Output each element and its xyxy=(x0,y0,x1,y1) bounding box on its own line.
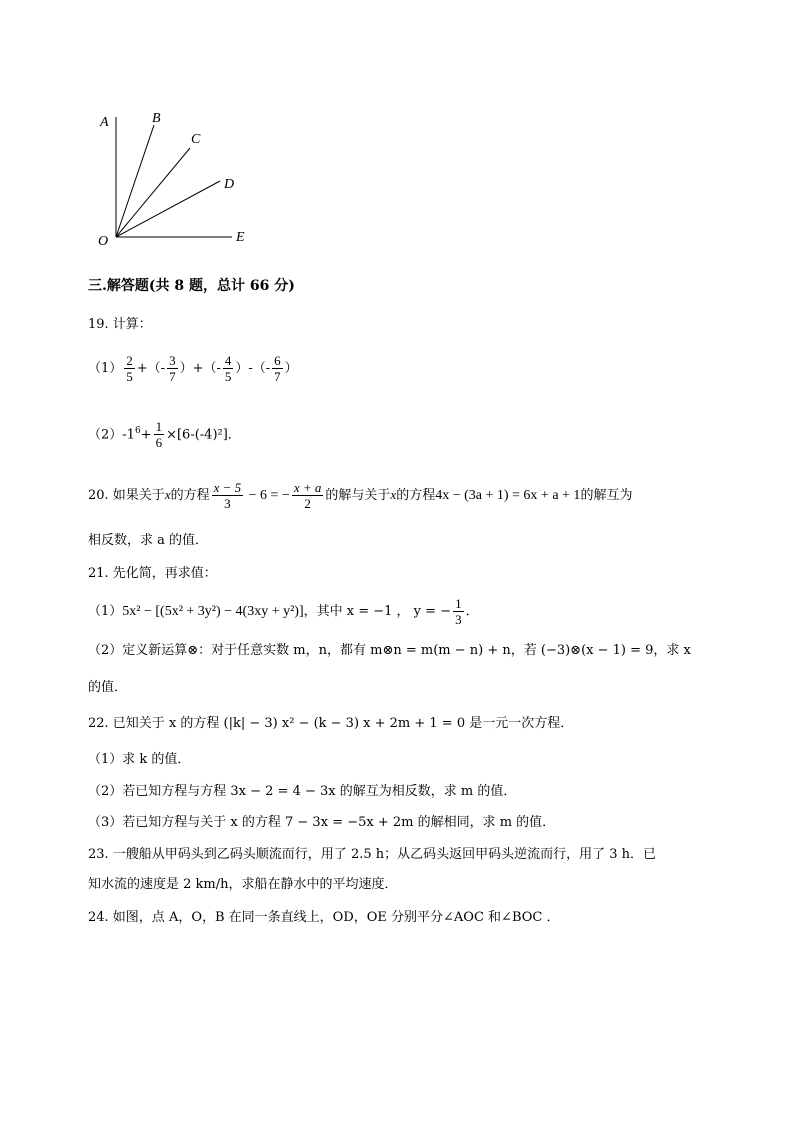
fraction: $\frac{3}{7}$ xyxy=(169,353,176,384)
fraction: $\frac{x - 5}{3}$ xyxy=(213,480,242,511)
angle-figure xyxy=(88,100,268,260)
q21-part1: （1）5x² − [(5x² + 3y²) − 4(3xy + y²)]，其中 x = −1 ， y = − $\frac{1}{3}$ ． xyxy=(88,596,479,627)
q22-part1: （1）求 k 的值． xyxy=(88,752,191,767)
q20-line2: 相反数，求 a 的值． xyxy=(88,533,209,548)
q22-part2: （2）若已知方程与方程 3x − 2 = 4 − 3x 的解互为相反数，求 m 的值． xyxy=(88,784,517,799)
label-o: O xyxy=(98,234,109,249)
fraction: $\frac{x + a}{2}$ xyxy=(293,480,322,511)
q24-line1: 24. 如图，点 A，O，B 在同一条直线上，OD，OE 分别平分∠AOC 和∠BOC ． xyxy=(88,910,560,925)
fraction: $\frac{4}{5}$ xyxy=(224,353,232,384)
q22-stem: 22. 已知关于 x 的方程 (|k| − 3) x² − (k − 3) x + 2m + 1 = 0 是一元一次方程． xyxy=(88,716,574,731)
q21-part2-line1: （2）定义新运算⊗：对于任意实数 m，n，都有 m⊗n = m(m − n) + n，若 (−3)⊗(x − 1) = 9，求 x xyxy=(88,643,691,658)
fraction: $\frac{1}{3}$ xyxy=(455,596,462,627)
fraction: $\frac{2}{5}$ xyxy=(126,353,133,384)
q21-stem: 21. 先化简，再求值： xyxy=(88,566,217,581)
label-a: A xyxy=(100,115,109,130)
fraction: $\frac{1}{6}$ xyxy=(155,419,163,451)
label-c: C xyxy=(191,132,201,147)
label-d: D xyxy=(224,177,235,192)
q19-part1: （1） $\frac{2}{5}$ +（- $\frac{3}{7}$ ）+（- $\frac{4}{5}$ ）-（- $\frac{6}{7}$ ） xyxy=(88,353,298,384)
q19-stem: 19. 计算： xyxy=(88,317,152,332)
q21-part2-line2: 的值． xyxy=(88,680,128,695)
section-title: 三.解答题(共 8 题，总计 66 分) xyxy=(88,278,295,294)
q23-line1: 23. 一艘船从甲码头到乙码头顺流而行，用了 2.5 h；从乙码头返回甲码头逆流而行，用了 3 h．已 xyxy=(88,847,657,862)
q23-line2: 知水流的速度是 2 km/h，求船在静水中的平均速度． xyxy=(88,877,398,892)
q22-part3: （3）若已知方程与关于 x 的方程 7 − 3x = −5x + 2m 的解相同，求 m 的值． xyxy=(88,815,556,830)
fraction: $\frac{6}{7}$ xyxy=(274,353,281,384)
q20-line1: 20. 如果关于x的方程 $\frac{x - 5}{3}$ − 6 = − $\frac{x + a}{2}$ 的解与关于x的方程4x − (3a + 1) = 6x + a + 1的解互为 xyxy=(88,480,633,511)
ray-oc xyxy=(116,148,190,237)
q19-part2: $(2)-1^6+$ $\frac{1}{6}$ ×[6-(-4)²]． xyxy=(88,419,241,451)
ray-ob xyxy=(116,125,154,237)
label-e: E xyxy=(236,230,245,245)
label-b: B xyxy=(152,111,161,126)
ray-od xyxy=(116,181,220,237)
